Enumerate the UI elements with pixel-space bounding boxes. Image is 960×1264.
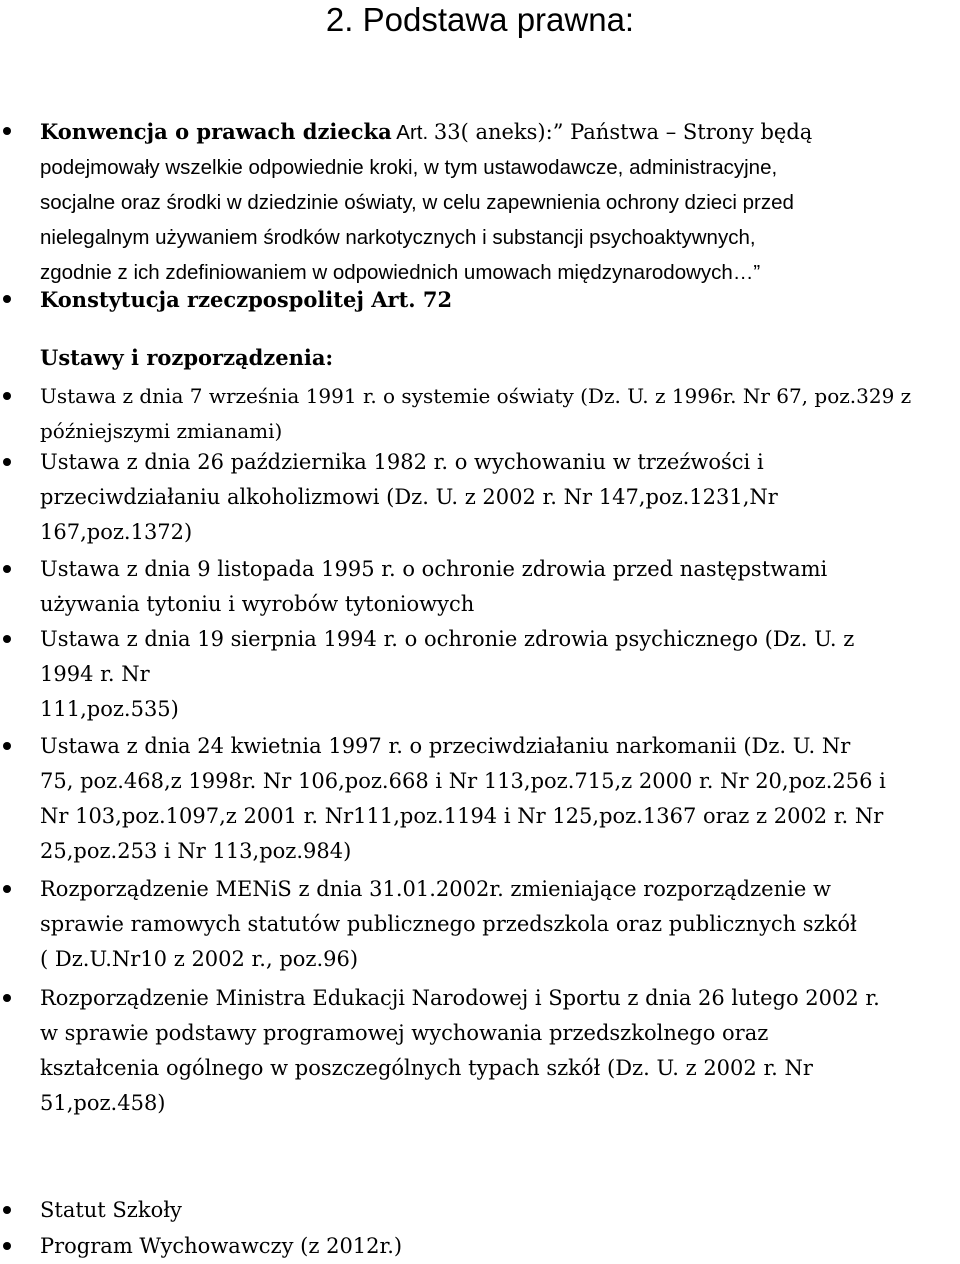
page-title: 2. Podstawa prawna:	[325, 1, 635, 38]
law-line: późniejszymi zmianami)	[40, 419, 283, 443]
law-line: przeciwdziałaniu alkoholizmowi (Dz. U. z 2002 r. Nr 147,poz.1231,Nr	[40, 485, 778, 509]
bullet-icon	[3, 295, 11, 303]
bullet-icon	[3, 742, 11, 750]
convention-text-line-5: zgodnie z ich zdefiniowaniem w odpowiednich umowach międzynarodowych…”	[40, 261, 761, 284]
law-line: Ustawa z dnia 26 października 1982 r. o wychowaniu w trzeźwości i	[40, 450, 764, 474]
convention-text-line-2: podejmowały wszelkie odpowiednie kroki, w tym ustawodawcze, administracyjne,	[40, 156, 778, 179]
bullet-icon	[3, 994, 11, 1002]
law-line: sprawie ramowych statutów publicznego przedszkola oraz publicznych szkół	[40, 912, 857, 936]
law-line: Rozporządzenie Ministra Edukacji Narodowej i Sportu z dnia 26 lutego 2002 r.	[40, 986, 880, 1010]
convention-art-prefix: Art.	[391, 121, 434, 144]
law-line: 167,poz.1372)	[40, 520, 193, 544]
law-line: 1994 r. Nr	[40, 662, 150, 686]
law-line: ( Dz.U.Nr10 z 2002 r., poz.96)	[40, 947, 359, 971]
law-line: Ustawa z dnia 7 września 1991 r. o systemie oświaty (Dz. U. z 1996r. Nr 67, poz.329 z	[40, 384, 912, 408]
law-line: Ustawa z dnia 9 listopada 1995 r. o ochronie zdrowia przed następstwami	[40, 557, 828, 581]
bullet-icon	[3, 1242, 11, 1250]
bullet-icon	[3, 885, 11, 893]
bullet-icon	[3, 635, 11, 643]
law-line: 111,poz.535)	[40, 697, 179, 721]
bullet-icon	[3, 392, 11, 400]
law-line: w sprawie podstawy programowej wychowania przedszkolnego oraz	[40, 1021, 769, 1045]
convention-text-line-4: nielegalnym używaniem środków narkotycznych i substancji psychoaktywnych,	[40, 226, 756, 249]
law-line: Ustawa z dnia 19 sierpnia 1994 r. o ochronie zdrowia psychicznego (Dz. U. z	[40, 627, 855, 651]
convention-text-line-3: socjalne oraz środki w dziedzinie oświaty, w celu zapewnienia ochrony dzieci przed	[40, 191, 794, 214]
law-line: Ustawa z dnia 24 kwietnia 1997 r. o przeciwdziałaniu narkomanii (Dz. U. Nr	[40, 734, 851, 758]
law-line: 75, poz.468,z 1998r. Nr 106,poz.668 i Nr 113,poz.715,z 2000 r. Nr 20,poz.256 i	[40, 769, 886, 793]
bullet-icon	[3, 1206, 11, 1214]
law-line: Rozporządzenie MENiS z dnia 31.01.2002r. zmieniające rozporządzenie w	[40, 877, 831, 901]
constitution-text: Konstytucja rzeczpospolitej Art. 72	[40, 287, 453, 312]
statute-text: Statut Szkoły	[40, 1198, 182, 1222]
law-line: Nr 103,poz.1097,z 2001 r. Nr111,poz.1194 i Nr 125,poz.1367 oraz z 2002 r. Nr	[40, 804, 884, 828]
bullet-icon	[3, 127, 11, 135]
law-line: 51,poz.458)	[40, 1091, 166, 1115]
convention-text-line-1: 33( aneks):” Państwa – Strony będą	[433, 120, 813, 144]
law-line: 25,poz.253 i Nr 113,poz.984)	[40, 839, 352, 863]
bullet-icon	[3, 458, 11, 466]
program-text: Program Wychowawczy (z 2012r.)	[40, 1234, 403, 1258]
convention-title: Konwencja o prawach dziecka	[40, 119, 392, 144]
section-subheading: Ustawy i rozporządzenia:	[40, 345, 334, 370]
bullet-icon	[3, 565, 11, 573]
law-line: kształcenia ogólnego w poszczególnych typach szkół (Dz. U. z 2002 r. Nr	[40, 1056, 813, 1080]
law-line: używania tytoniu i wyrobów tytoniowych	[40, 592, 475, 616]
